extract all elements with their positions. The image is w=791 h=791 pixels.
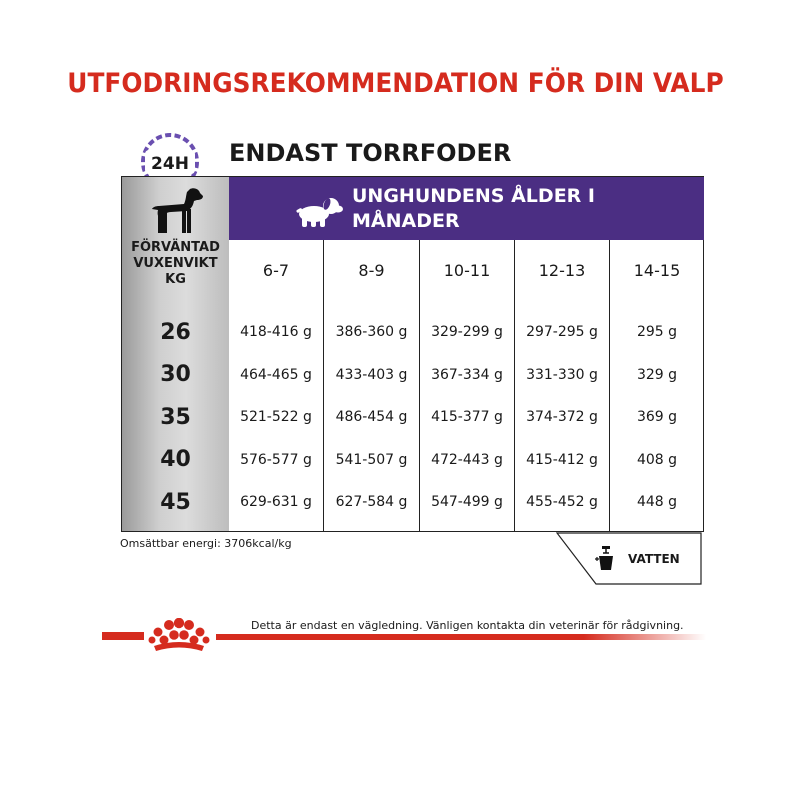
age-header-text bbox=[352, 184, 595, 234]
table-cell: 547-499 g bbox=[431, 494, 503, 510]
subtitle: ENDAST TORRFODER bbox=[229, 139, 512, 167]
age-column-header: 12-13 bbox=[538, 261, 586, 280]
table-cell: 374-372 g bbox=[526, 409, 598, 425]
table-cell: 418-416 g bbox=[240, 324, 312, 340]
table-cell: 369 g bbox=[636, 409, 678, 425]
column-divider bbox=[514, 240, 515, 531]
weight-value: 30 bbox=[160, 362, 191, 387]
table-cell: 521-522 g bbox=[240, 409, 312, 425]
column-divider bbox=[609, 240, 610, 531]
disclaimer: Detta är endast en vägledning. Vänligen kontakta din veterinär för rådgivning. bbox=[251, 619, 684, 632]
table-cell: 415-377 g bbox=[431, 409, 503, 425]
weight-value: 26 bbox=[160, 320, 191, 345]
weight-header-line: FÖRVÄNTAD bbox=[131, 240, 220, 255]
table-cell: 576-577 g bbox=[240, 452, 312, 468]
table-cell: 472-443 g bbox=[431, 452, 503, 468]
royal-canin-crown-logo bbox=[144, 618, 214, 654]
weight-value: 45 bbox=[160, 490, 191, 515]
table-cell: 541-507 g bbox=[335, 452, 408, 468]
table-cell: 448 g bbox=[636, 494, 678, 510]
table-cell: 433-403 g bbox=[335, 367, 408, 383]
table-cell: 329 g bbox=[636, 367, 678, 383]
brand-stripe bbox=[216, 634, 706, 640]
water-label: VATTEN bbox=[628, 552, 680, 566]
table-cell: 408 g bbox=[636, 452, 678, 468]
column-divider bbox=[419, 240, 420, 531]
weight-header bbox=[122, 240, 229, 288]
table-cell: 629-631 g bbox=[240, 494, 312, 510]
weight-value: 35 bbox=[160, 405, 191, 430]
dog-icon bbox=[146, 185, 206, 235]
weight-column bbox=[122, 177, 229, 531]
age-column-header: 8-9 bbox=[358, 261, 385, 280]
weight-header-line: VUXENVIKT bbox=[133, 256, 218, 271]
table-cell: 329-299 g bbox=[431, 324, 503, 340]
table-cell: 367-334 g bbox=[431, 367, 503, 383]
table-cell: 386-360 g bbox=[335, 324, 408, 340]
age-column-header: 14-15 bbox=[633, 261, 681, 280]
age-column-header: 10-11 bbox=[443, 261, 491, 280]
feeding-table bbox=[121, 176, 704, 532]
water-bowl-icon bbox=[595, 546, 613, 570]
age-header bbox=[229, 177, 704, 240]
table-cell: 486-454 g bbox=[335, 409, 408, 425]
clock-label: 24H bbox=[151, 154, 189, 174]
weight-value: 40 bbox=[160, 447, 191, 472]
column-divider bbox=[323, 240, 324, 531]
table-cell: 627-584 g bbox=[335, 494, 408, 510]
puppy-icon bbox=[289, 194, 343, 228]
age-column-header: 6-7 bbox=[262, 261, 290, 280]
table-cell: 331-330 g bbox=[526, 367, 598, 383]
age-header-line: UNGHUNDENS ÅLDER I bbox=[352, 185, 595, 207]
energy-footnote: Omsättbar energi: 3706kcal/kg bbox=[120, 537, 292, 550]
table-cell: 297-295 g bbox=[526, 324, 598, 340]
weight-header-line: KG bbox=[165, 272, 186, 287]
table-cell: 464-465 g bbox=[240, 367, 312, 383]
table-cell: 295 g bbox=[636, 324, 678, 340]
table-cell: 455-452 g bbox=[526, 494, 598, 510]
brand-stripe bbox=[102, 632, 144, 640]
age-header-line: MÅNADER bbox=[352, 210, 460, 232]
table-cell: 415-412 g bbox=[526, 452, 598, 468]
page-title: UTFODRINGSREKOMMENDATION FÖR DIN VALP bbox=[67, 68, 724, 99]
